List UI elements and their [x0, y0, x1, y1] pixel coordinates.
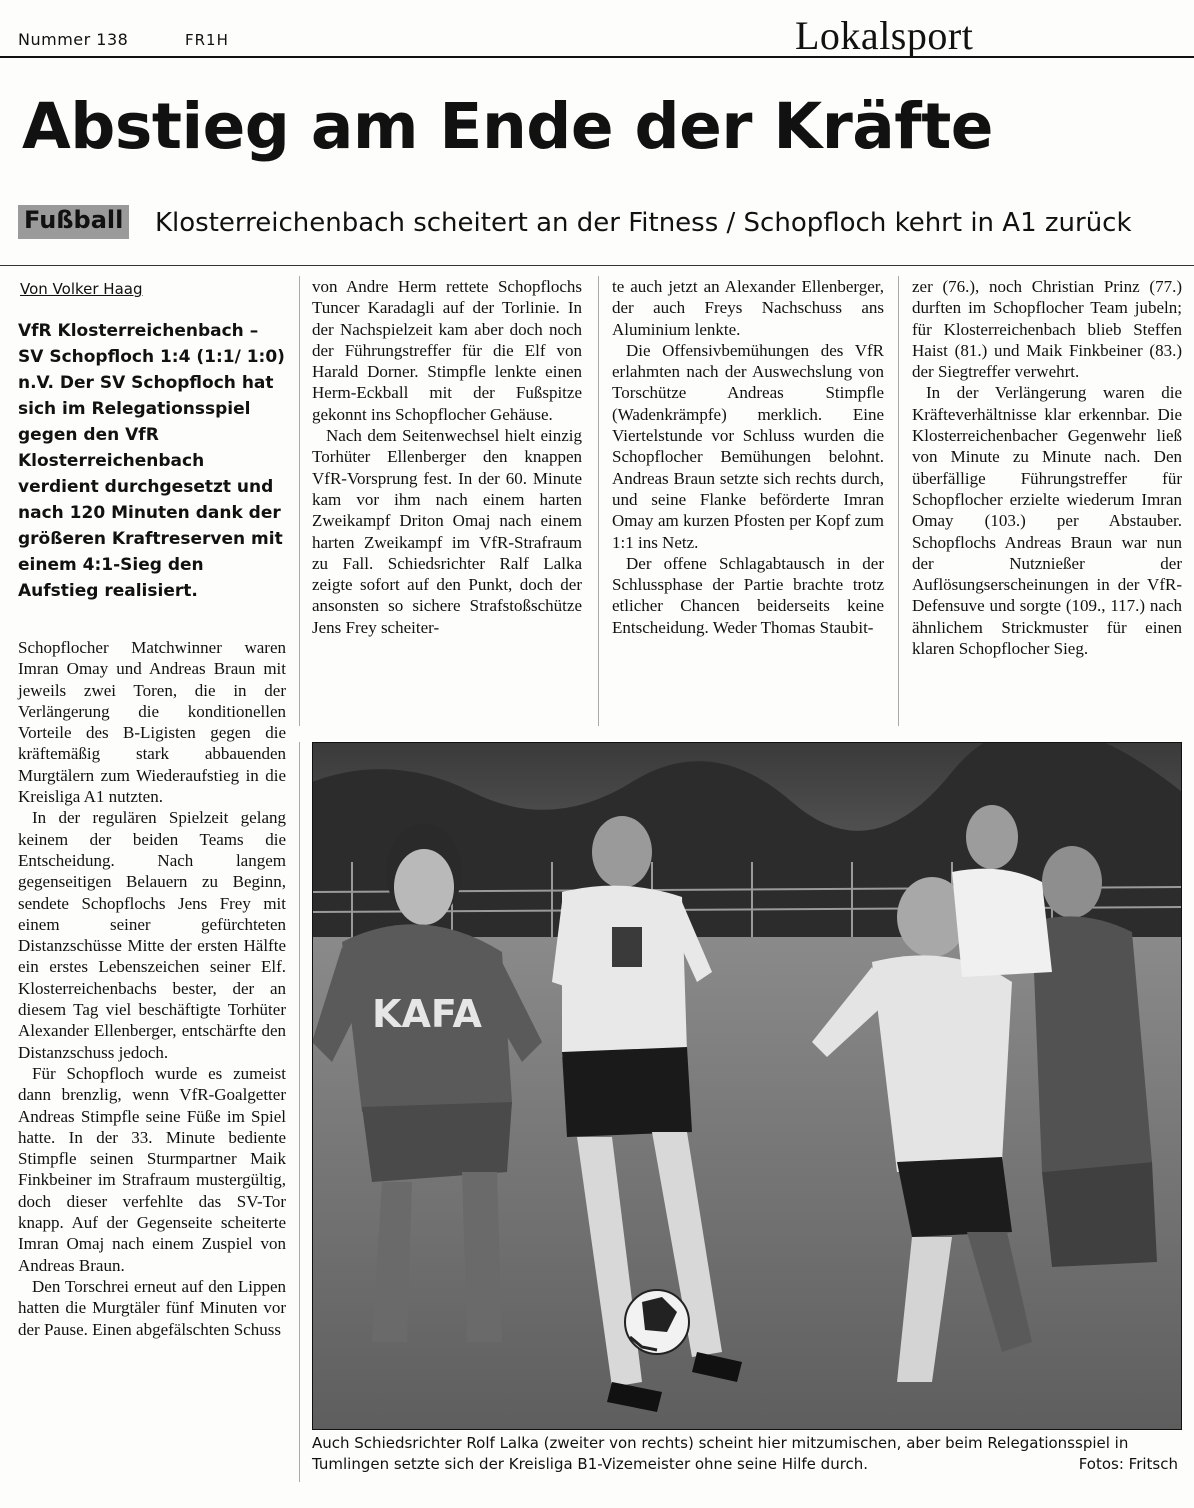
lead-paragraph: VfR Klosterreichenbach – SV Schopfloch 1:4 (1:1/ 1:0) n.V. Der SV Schopfloch hat sich im Relegationsspiel gegen den VfR Klosterreichenbach verdient durchgesetzt und nach 120 Minuten dank der größeren Kraftreserven mit einem 4:1-Sieg den Aufstieg realisiert.	[18, 321, 285, 601]
body-paragraph: te auch jetzt an Alexander Ellenberger, der auch Freys Nachschuss ans Aluminium lenkte.	[612, 277, 884, 339]
body-column-4	[912, 276, 1182, 659]
headline: Abstieg am Ende der Kräfte	[22, 90, 994, 163]
column-divider	[898, 276, 899, 726]
football	[625, 1290, 689, 1354]
body-paragraph: zer (76.), noch Christian Prinz (77.) durften im Schopflocher Team jubeln; für Klosterreichenbach blieb Steffen Haist (81.) und Maik Finkbeiner (83.) der Siegtreffer verwehrt.	[912, 277, 1182, 382]
body-paragraph: Den Torschrei erneut auf den Lippen hatten die Murgtäler fünf Minuten vor der Pause. Einen abgefälschten Schuss	[18, 1276, 286, 1339]
section-label: Lokalsport	[795, 13, 974, 58]
issue-number: Nummer 138	[18, 30, 129, 49]
masthead-rule	[0, 56, 1194, 58]
body-paragraph: von Andre Herm rettete Schopflochs Tuncer Karadagli auf der Torlinie. In der Nachspielzeit kam aber doch noch der Führungstreffer für die Elf von Harald Dorner. Stimpfle lenkte einen Herm-Eckball mit der Fußspitze gekonnt ins Schopflocher Gehäuse.	[312, 277, 582, 424]
body-paragraph: Für Schopfloch wurde es zumeist dann brenzlig, wenn VfR-Goalgetter Andreas Stimpfle seine Füße im Spiel hatte. In der 33. Minute bediente Stimpfle seinen Sturmpartner Maik Finkbeiner im Strafraum mustergültig, doch dieser verfehlte das SV-Tor knapp. Auf der Gegenseite scheiterte Imran Omaj nach einem Zuspiel von Andreas Braun.	[18, 1063, 286, 1275]
body-column-1	[18, 637, 286, 1340]
body-paragraph: Schopflocher Matchwinner waren Imran Omay und Andreas Braun mit jeweils zwei Toren, die in der Verlängerung die konditionellen Vorteile des B-Ligisten gegen die kräftemäßig stark abbauenden Murgtälern zum Wiederaufstieg in die Kreisliga A1 nutzten.	[18, 638, 286, 807]
edition-code: FR1H	[185, 31, 229, 49]
body-column-3	[612, 276, 884, 638]
body-paragraph: Die Offensivbemühungen des VfR erlahmten nach der Auswechslung von Torschütze Andreas Stimpfle (Wadenkrämpfe) merklich. Eine Viertelstunde vor Schluss wurden die Schopflocher Bemühungen belohnt. Andreas Braun setzte sich rechts durch, und seine Flanke beförderte Imran Omay am kurzen Pfosten per Kopf zum 1:1 ins Netz.	[612, 340, 884, 552]
byline: Von Volker Haag	[20, 280, 143, 298]
match-photo-illustration	[312, 742, 1182, 1430]
body-column-2	[312, 276, 582, 638]
column-divider	[299, 276, 300, 726]
shirt-lettering: KAFA	[372, 992, 482, 1036]
body-paragraph: Nach dem Seitenwechsel hielt einzig Torhüter Ellenberger den knappen VfR-Vorsprung fest. In der 60. Minute kam vor ihm nach einem harten Zweikampf Driton Omaj nach einem harten Zweikampf im VfR-Strafraum zu Fall. Schiedsrichter Ralf Lalka zeigte sofort auf den Punkt, doch der ansonsten so sichere Strafstoßschütze Jens Frey scheiter-	[312, 426, 582, 637]
body-paragraph: In der Verlängerung waren die Kräfteverhältnisse klar erkennbar. Die Klosterreichenbacher Gegenwehr ließ von Minute zu Minute nach. Den überfällige Führungstreffer für Schopflocher erzielte wiederum Imran Omay (103.) per Abstauber. Schopflochs Andreas Braun war nun der Nutznießer der Auflösungserscheinungen in der VfR-Defensuve und sorgte (109., 117.) nach ähnlichem Strickmuster für einen klaren Schopflocher Sieg.	[912, 383, 1182, 659]
photo-credit: Fotos: Fritsch	[1078, 1455, 1178, 1473]
subheadline: Klosterreichenbach scheitert an der Fitness / Schopfloch kehrt in A1 zurück	[155, 208, 1132, 238]
body-paragraph: Der offene Schlagabtausch in der Schlussphase der Partie brachte trotz etlicher Chancen beiderseits keine Entscheidung. Weder Thomas Staubit-	[612, 553, 884, 637]
subheadline-rule	[0, 265, 1194, 266]
column-divider	[598, 276, 599, 726]
column-divider	[299, 742, 300, 1482]
body-paragraph: In der regulären Spielzeit gelang keinem der beiden Teams die Entscheidung. Nach langem gegenseitigen Belauern zu Beginn, sendete Schopflochs Jens Frey mit einem seiner gefürchteten Distanzschüsse Mitte der ersten Hälfte ein erstes Lebenszeichen seiner Elf. Klosterreichenbachs bester, der an diesem Tag viel beschäftigte Torhüter Alexander Ellenberger, entschärfte den Distanzschuss jedoch.	[18, 808, 286, 1062]
kicker-badge: Fußball	[18, 205, 129, 239]
match-photo	[312, 742, 1182, 1430]
photo-caption: Auch Schiedsrichter Rolf Lalka (zweiter von rechts) scheint hier mitzumischen, aber beim Relegationsspiel in Tumlingen setzte sich der Kreisliga B1-Vizemeister ohne seine Hilfe durch.	[312, 1434, 1129, 1473]
